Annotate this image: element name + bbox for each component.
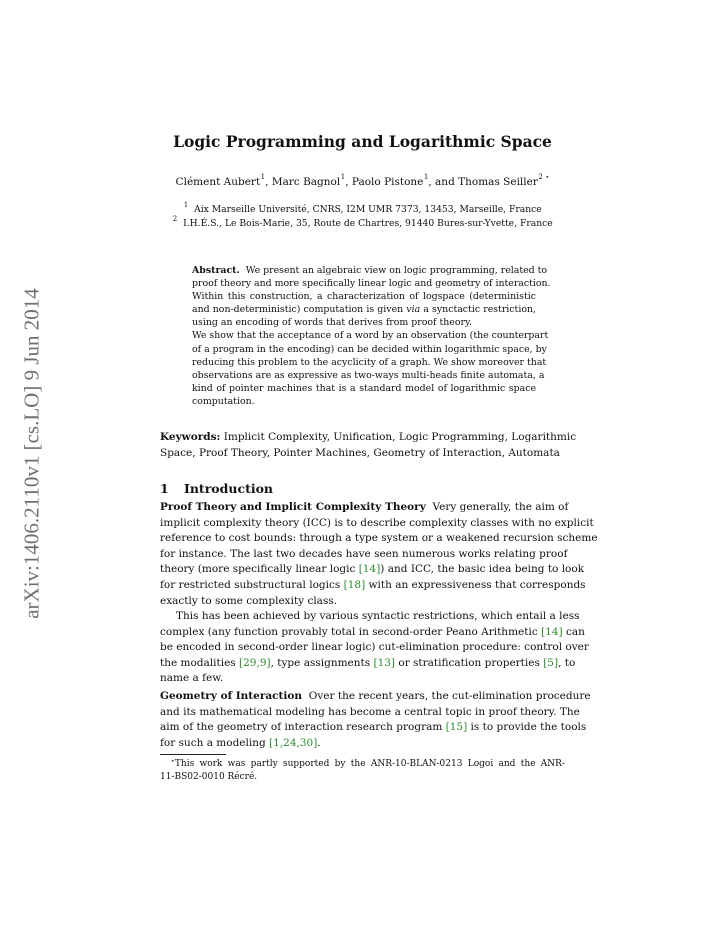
abstract-line: a synctactic restriction, bbox=[423, 304, 536, 316]
section-heading bbox=[160, 481, 273, 496]
text-line: or stratification properties bbox=[395, 656, 544, 669]
citation-link[interactable]: [1,24,30] bbox=[269, 736, 318, 749]
paragraph-restrictions bbox=[160, 609, 589, 687]
paragraph-heading: Proof Theory and Implicit Complexity Theory bbox=[160, 501, 426, 513]
abstract-line: Within this construction, a characterization of logspace (deterministic bbox=[192, 291, 536, 303]
citation-link[interactable]: [5] bbox=[543, 656, 559, 669]
abstract-line: and non-deterministic) computation is given bbox=[192, 304, 404, 316]
author-sep: , bbox=[345, 176, 352, 188]
text-line: theory (more specifically linear logic bbox=[160, 563, 359, 576]
text-line: can bbox=[562, 625, 585, 638]
text-line: ) and ICC, the basic idea being to look bbox=[380, 563, 585, 576]
text-line: , type assignments bbox=[270, 656, 374, 669]
footnote-text: 11-BS02-0010 Récré. bbox=[160, 772, 258, 782]
keywords-text: Implicit Complexity, Unification, Logic Programming, Logarithmic bbox=[223, 431, 577, 443]
section-title: Introduction bbox=[184, 481, 274, 496]
author-sep: , and bbox=[428, 176, 459, 188]
keywords bbox=[160, 430, 577, 461]
citation-link[interactable]: [14] bbox=[541, 625, 563, 638]
abstract-label: Abstract. bbox=[192, 265, 240, 276]
paragraph-geometry bbox=[160, 689, 591, 751]
text-line: name a few. bbox=[160, 672, 224, 685]
footnote-text: This work was partly supported by the ANR-10-BLAN-0213 Logoi and the ANR- bbox=[174, 759, 565, 769]
abstract-line: proof theory and more specifically linear logic and geometry of interaction. bbox=[192, 278, 551, 290]
author-sep: , bbox=[265, 176, 272, 188]
text-line: complex (any function provably total in second-order Peano Arithmetic bbox=[160, 625, 542, 638]
footnote bbox=[160, 758, 565, 784]
abstract-line: reducing this problem to the acyclicity of a graph. We show moreover that bbox=[192, 356, 547, 368]
section-number: 1 bbox=[160, 481, 169, 496]
paper-title: Logic Programming and Logarithmic Space bbox=[173, 132, 552, 151]
affiliation-num: 2 bbox=[172, 215, 178, 223]
keywords-text: Space, Proof Theory, Pointer Machines, Geometry of Interaction, Automata bbox=[160, 446, 560, 459]
text-line: be encoded in second-order linear logic) cut-elimination procedure: control over bbox=[160, 641, 589, 654]
abstract-line: We show that the acceptance of a word by an observation (the counterpart bbox=[192, 330, 549, 342]
affiliation-text: Aix Marseille Université, CNRS, I2M UMR 7373, 13453, Marseille, France bbox=[194, 204, 542, 215]
author-mark: 2 ⋆ bbox=[538, 173, 550, 181]
text-line: for restricted substructural logics bbox=[160, 578, 344, 591]
text-line: the modalities bbox=[160, 656, 240, 669]
abstract bbox=[192, 264, 551, 408]
author-list bbox=[160, 173, 565, 188]
footnote-mark: ⋆ bbox=[170, 757, 175, 765]
text-line: Very generally, the aim of bbox=[432, 501, 569, 513]
author-name: Paolo Pistone bbox=[351, 176, 424, 188]
text-line: aim of the geometry of interaction research program bbox=[160, 721, 446, 734]
citation-link[interactable]: [15] bbox=[445, 721, 468, 734]
author-mark: 1 bbox=[340, 173, 346, 181]
abstract-line: using an encoding of words that derives from proof theory. bbox=[192, 317, 473, 329]
author-name: Marc Bagnol bbox=[271, 176, 341, 188]
affiliation-text: I.H.É.S., Le Bois-Marie, 35, Route de Chartres, 91440 Bures-sur-Yvette, France bbox=[183, 218, 553, 229]
author-name: Clément Aubert bbox=[175, 176, 261, 188]
text-line: is to provide the tools bbox=[467, 721, 587, 734]
affiliation bbox=[160, 215, 565, 229]
text-line: for such a modeling bbox=[160, 736, 270, 749]
footnote-rule bbox=[160, 754, 226, 755]
abstract-via: via bbox=[406, 304, 421, 316]
affiliation-num: 1 bbox=[183, 201, 189, 209]
text-line: and its mathematical modeling has become a central topic in proof theory. The bbox=[160, 705, 580, 718]
abstract-line: observations are as expressive as two-ways multi-heads finite automata, a bbox=[192, 369, 545, 381]
citation-link[interactable]: [29,9] bbox=[239, 656, 271, 669]
abstract-line: We present an algebraic view on logic programming, related to bbox=[245, 265, 548, 276]
text-line: implicit complexity theory (ICC) is to describe complexity classes with no explicit bbox=[160, 516, 594, 529]
keywords-label: Keywords: bbox=[160, 431, 221, 443]
paragraph-proof-theory bbox=[160, 500, 598, 609]
citation-link[interactable]: [18] bbox=[343, 578, 366, 591]
author-mark: 1 bbox=[423, 173, 429, 181]
affiliation bbox=[160, 201, 565, 215]
text-line: This has been achieved by various syntactic restrictions, which entail a less bbox=[176, 610, 580, 622]
abstract-line: of a program in the encoding) can be decided within logarithmic space, by bbox=[192, 343, 547, 355]
text-line: Over the recent years, the cut-elimination procedure bbox=[308, 690, 591, 702]
abstract-line: kind of pointer machines that is a standard model of logarithmic space bbox=[192, 382, 536, 394]
author-name: Thomas Seiller bbox=[458, 176, 538, 188]
text-line: . bbox=[317, 736, 321, 749]
text-line: with an expressiveness that corresponds bbox=[365, 578, 586, 591]
text-line: exactly to some complexity class. bbox=[160, 594, 338, 607]
text-line: for instance. The last two decades have seen numerous works relating proof bbox=[160, 547, 568, 560]
citation-link[interactable]: [13] bbox=[373, 656, 396, 669]
text-line: , to bbox=[558, 656, 576, 669]
paragraph-heading: Geometry of Interaction bbox=[160, 690, 303, 702]
abstract-line: computation. bbox=[192, 395, 255, 407]
author-mark: 1 bbox=[260, 173, 266, 181]
arxiv-stamp: arXiv:1406.2110v1 [cs.LO] 9 Jun 2014 bbox=[19, 288, 44, 619]
text-line: reference to cost bounds: through a type system or a weakened recursion scheme bbox=[160, 532, 598, 545]
citation-link[interactable]: [14] bbox=[358, 563, 381, 576]
